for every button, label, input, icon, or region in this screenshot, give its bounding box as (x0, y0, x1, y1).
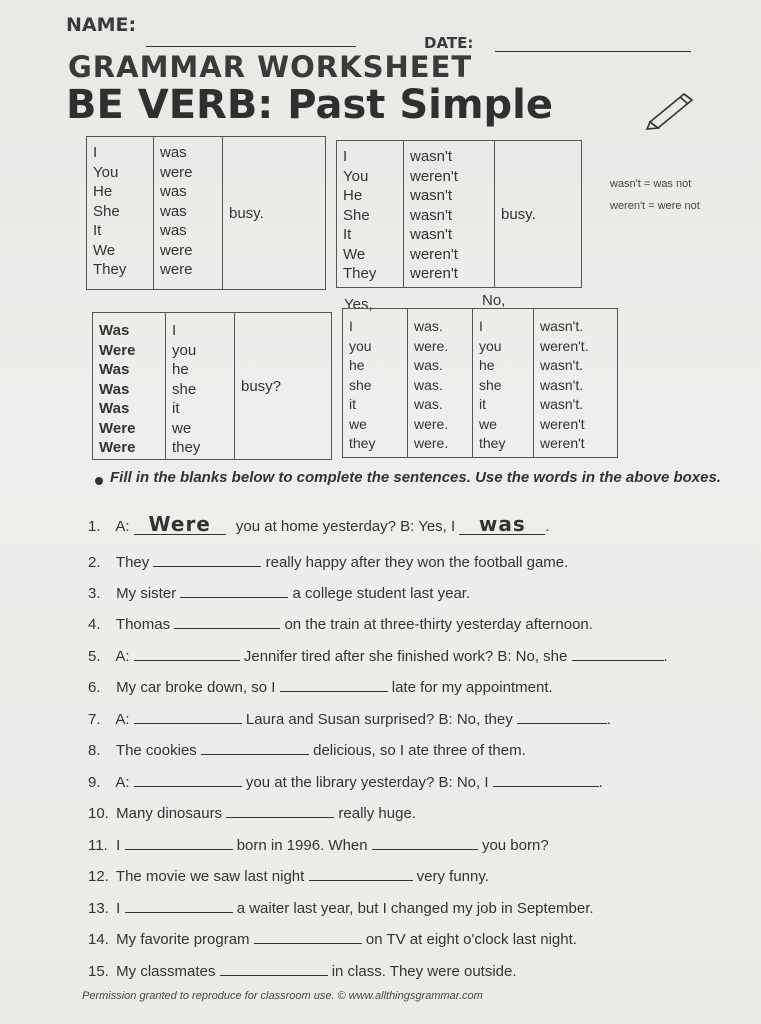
negative-complement: busy. (495, 141, 582, 288)
question-table (92, 312, 332, 460)
exercise-7: 7. A: Laura and Susan surprised? B: No, they . (88, 708, 611, 728)
affirmative-complement: busy. (223, 137, 326, 290)
exercise-9-blank-1[interactable] (134, 771, 242, 787)
exercise-6: 6. My car broke down, so I late for my appointment. (88, 676, 553, 696)
exercise-5-blank-1[interactable] (134, 645, 240, 661)
date-label: DATE: (424, 34, 474, 52)
yes-pronouns: I you he she it we they (343, 309, 408, 458)
exercise-14: 14. My favorite program on TV at eight o'clock last night. (88, 928, 577, 948)
short-answers-table (342, 308, 618, 458)
no-label: No, (482, 292, 506, 309)
exercise-2-blank[interactable] (153, 551, 261, 567)
yes-verbs: was. were. was. was. was. were. were. (408, 309, 473, 458)
footer-permission: Permission granted to reproduce for classroom use. © www.allthingsgrammar.com (82, 990, 483, 1002)
handwritten-answer: was (478, 512, 526, 536)
exercise-11-blank-2[interactable] (372, 834, 478, 850)
exercise-5: 5. A: Jennifer tired after she finished work? B: No, she . (88, 645, 668, 665)
contraction-note-wasnt: wasn't = was not (610, 178, 692, 190)
exercise-3: 3. My sister a college student last year. (88, 582, 470, 602)
exercise-13-blank[interactable] (125, 897, 233, 913)
affirmative-table (86, 136, 326, 290)
exercise-8: 8. The cookies delicious, so I ate three of them. (88, 739, 526, 759)
exercise-number: 1. (88, 518, 101, 535)
exercise-11-blank-1[interactable] (125, 834, 233, 850)
question-complement: busy? (235, 313, 332, 460)
exercise-6-blank[interactable] (280, 676, 388, 692)
exercise-8-blank[interactable] (201, 739, 309, 755)
affirmative-pronouns: I You He She It We They (87, 137, 154, 290)
exercise-3-blank[interactable] (180, 582, 288, 598)
instructions: Fill in the blanks below to complete the sentences. Use the words in the above boxes. (110, 469, 721, 486)
negative-pronouns: I You He She It We They (337, 141, 404, 288)
exercise-1: 1. A: Were you at home yesterday? B: Yes, I was . (88, 512, 550, 536)
exercise-1-blank-1[interactable] (134, 512, 226, 535)
negative-verbs: wasn't weren't wasn't wasn't wasn't weren't weren't (404, 141, 495, 288)
exercise-5-blank-2[interactable] (572, 645, 664, 661)
exercise-15: 15. My classmates in class. They were outside. (88, 960, 517, 980)
exercise-14-blank[interactable] (254, 928, 362, 944)
exercise-4: 4. Thomas on the train at three-thirty yesterday afternoon. (88, 613, 593, 633)
handwritten-answer: Were (148, 512, 211, 536)
worksheet-title: GRAMMAR WORKSHEET (68, 50, 473, 84)
exercise-1-blank-2[interactable] (459, 512, 545, 535)
question-pronouns: I you he she it we they (166, 313, 235, 460)
affirmative-verbs: was were was was was were were (154, 137, 223, 290)
exercise-9-blank-2[interactable] (493, 771, 599, 787)
negative-table (336, 140, 582, 288)
exercise-12-blank[interactable] (309, 865, 413, 881)
exercise-9: 9. A: you at the library yesterday? B: No, I . (88, 771, 603, 791)
name-field-line[interactable] (146, 30, 356, 47)
contraction-note-werent: weren't = were not (610, 200, 700, 212)
date-field-line[interactable] (495, 36, 691, 52)
exercise-10-blank[interactable] (226, 802, 334, 818)
pencil-icon (644, 88, 700, 130)
exercise-2: 2. They really happy after they won the football game. (88, 551, 568, 571)
exercise-10: 10. Many dinosaurs really huge. (88, 802, 416, 822)
yes-label: Yes, (344, 296, 373, 313)
exercise-7-blank-1[interactable] (134, 708, 242, 724)
exercise-7-blank-2[interactable] (517, 708, 607, 724)
no-verbs: wasn't. weren't. wasn't. wasn't. wasn't. weren't weren't (534, 309, 618, 458)
exercise-4-blank[interactable] (174, 613, 280, 629)
question-verbs: Was Were Was Was Was Were Were (93, 313, 166, 460)
exercise-15-blank[interactable] (220, 960, 328, 976)
exercise-12: 12. The movie we saw last night very funny. (88, 865, 489, 885)
no-pronouns: I you he she it we they (473, 309, 534, 458)
worksheet-subtitle: BE VERB: Past Simple (66, 82, 553, 128)
name-label: NAME: (66, 14, 137, 36)
bullet-icon (94, 473, 104, 491)
exercise-11: 11. I born in 1996. When you born? (88, 834, 549, 854)
exercise-13: 13. I a waiter last year, but I changed my job in September. (88, 897, 594, 917)
